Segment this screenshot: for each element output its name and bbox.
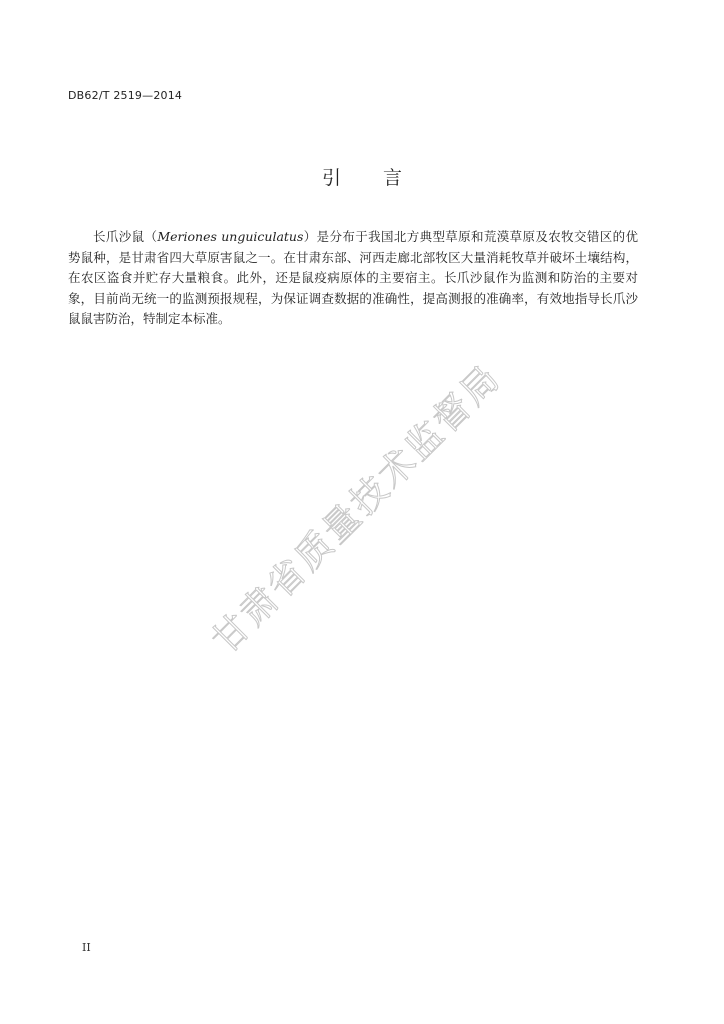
section-title	[0, 163, 724, 190]
paragraph-body: ）是分布于我国北方典型草原和荒漠草原及农牧交错区的优势鼠种，是甘肃省四大草原害鼠之一。在甘肃东部、河西走廊北部牧区大量消耗牧草并破坏土壤结构，在农区盗食并贮存大量粮食。此外，还是鼠疫病原体的主要宿主。长爪沙鼠作为监测和防治的主要对象，目前尚无统一的监测预报规程，为保证调查数据的准确性，提高测报的准确率，有效地指导长爪沙鼠鼠害防治，特制定本标准。	[68, 229, 638, 326]
title-char-1: 引	[321, 167, 341, 189]
title-char-2: 言	[383, 167, 403, 189]
standard-code: DB62/T 2519—2014	[68, 89, 183, 102]
intro-paragraph	[68, 227, 638, 330]
page-number: II	[82, 941, 91, 954]
paragraph-lead: 长爪沙鼠（	[93, 229, 158, 244]
watermark: 甘肃省质量技术监督局	[204, 356, 510, 662]
latin-species-name: Meriones unguiculatus	[157, 229, 304, 244]
